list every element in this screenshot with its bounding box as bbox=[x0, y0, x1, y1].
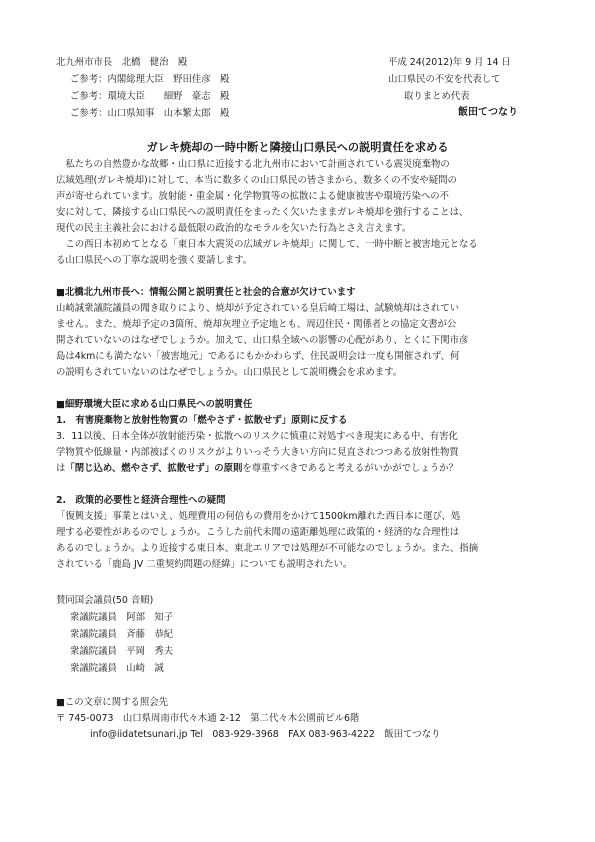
subsection1-heading: 1. 有害廃棄物と放射性物質の「燃やさず・拡散せず」原則に反する bbox=[56, 415, 348, 426]
principle-emphasis: 「閉じ込め、燃やさず、拡散せず」の原則 bbox=[65, 463, 243, 474]
subsection1-last-pre: は bbox=[56, 463, 66, 474]
signer: 飯田てつなり bbox=[458, 107, 518, 118]
intro-line: 私たちの自然豊かな故郷・山口県に近接する北九州市において計画されている震災廃棄物の bbox=[56, 159, 450, 170]
supporter-member: 衆議院議員 山崎 誠 bbox=[70, 663, 164, 674]
section1-line: ません。また、焼却予定の3箇所、焼却灰埋立予定地とも、周辺住民・関係者との協定文書が公 bbox=[56, 319, 457, 330]
section1-line: 山崎誠衆議院議員の聞き取りにより、焼却が予定されている皇后崎工場は、試験焼却はされてい bbox=[56, 303, 460, 314]
subsection2-line: されている「鹿島 JV 二重契約問題の経緯」についても説明されたい。 bbox=[56, 559, 353, 570]
intro-line: この西日本初めてとなる「東日本大震災の広域ガレキ焼却」に関して、一時中断と被害地元となる bbox=[56, 239, 478, 250]
subsection2-line: 「復興支援」事業とはいえ、処理費用の何倍もの費用をかけて1500km離れた西日本に運び、処 bbox=[56, 511, 461, 522]
intro-line: 声が寄せられています。放射能・重金属・化学物質等の拡散による健康被害や環境汚染への不 bbox=[56, 191, 450, 202]
representative-line1: 山口県民の不安を代表して bbox=[388, 74, 501, 85]
representative-line2: 取りまとめ代表 bbox=[404, 91, 470, 102]
date: 平成 24(2012)年 9 月 14 日 bbox=[388, 57, 511, 68]
document-title: ガレキ焼却の一時中断と隣接山口県民への説明責任を求める bbox=[146, 141, 449, 154]
supporter-member: 衆議院議員 平岡 秀夫 bbox=[70, 646, 174, 657]
section1-line: 島は4kmにも満たない「被害地元」であるにもかかわらず、住民説明会は一度も開催されず、何 bbox=[56, 351, 460, 362]
cc-governor: ご参考：山口県知事 山本繁太郎 殿 bbox=[70, 108, 230, 119]
subsection1-line: 3．11以後、日本全体が放射能汚染・拡散へのリスクに慎重に対処すべき現実にある中、有害化 bbox=[56, 431, 458, 442]
cc-prime-minister: ご参考：内閣総理大臣 野田佳彦 殿 bbox=[70, 74, 230, 85]
intro-line: 広域処理(ガレキ焼却)に対して、本当に数多くの山口県民の皆さまから、数多くの不安や疑問の bbox=[56, 175, 457, 186]
subsection2-line: 理する必要性があるのでしょうか。こうした前代未聞の遠距離処理に政策的・経済的な合理性は bbox=[56, 527, 460, 538]
supporter-member: 衆議院議員 阿部 知子 bbox=[70, 612, 174, 623]
section1-heading: ■北橋北九州市長へ：情報公開と説明責任と社会的合意が欠けています bbox=[56, 287, 356, 298]
cc-environment-minister: ご参考：環境大臣 細野 豪志 殿 bbox=[70, 91, 230, 102]
supporters-heading: 賛同国会議員(50 音順) bbox=[56, 595, 154, 606]
subsection2-line: あるのでしょうか。より近接する東日本、東北エリアでは処理が不可能なのでしょうか。また、指摘 bbox=[56, 543, 479, 554]
subsection1-last-post: を尊重すべきであると考えるがいかがでしょうか？ bbox=[242, 463, 458, 474]
addressee: 北九州市市長 北橋 健治 殿 bbox=[56, 57, 188, 68]
intro-line: 現代の民主主義社会における最低限の政治的なモラルを欠いた行為とさえ言えます。 bbox=[56, 223, 412, 234]
section1-line: 開されていないのはなぜでしょうか。加えて、山口県全域への影響の心配があり、とくに下関市彦 bbox=[56, 335, 469, 346]
supporter-member: 衆議院議員 斉藤 恭紀 bbox=[70, 629, 174, 640]
section2-heading: ■細野環境大臣に求める山口県民への説明責任 bbox=[56, 399, 253, 410]
contact-address: 〒 745-0073 山口県周南市代々木通 2-12 第二代々木公園前ビル6階 bbox=[56, 713, 360, 724]
contact-heading: ■この文章に関する照会先 bbox=[56, 697, 168, 708]
subsection1-last-line bbox=[56, 463, 458, 474]
subsection2-heading: 2. 政策的必要性と経済合理性への疑問 bbox=[56, 495, 226, 506]
intro-line: 安に対して、隣接する山口県民への説明責任をまったく欠いたままガレキ焼却を強行することは、 bbox=[56, 207, 469, 218]
section1-line: の説明もされていないのはなぜでしょうか。山口県民として説明機会を求めます。 bbox=[56, 367, 403, 378]
subsection1-line: 学物質や低線量・内部被ばくのリスクがよりいっそう大きい方向に見直されつつある放射性物質 bbox=[56, 447, 459, 458]
intro-line: る山口県民への丁寧な説明を強く要請します。 bbox=[56, 255, 253, 266]
contact-details: info@iidatetsunari.jp Tel 083-929-3968 FAX 083-963-4222 飯田てつなり bbox=[90, 729, 441, 740]
